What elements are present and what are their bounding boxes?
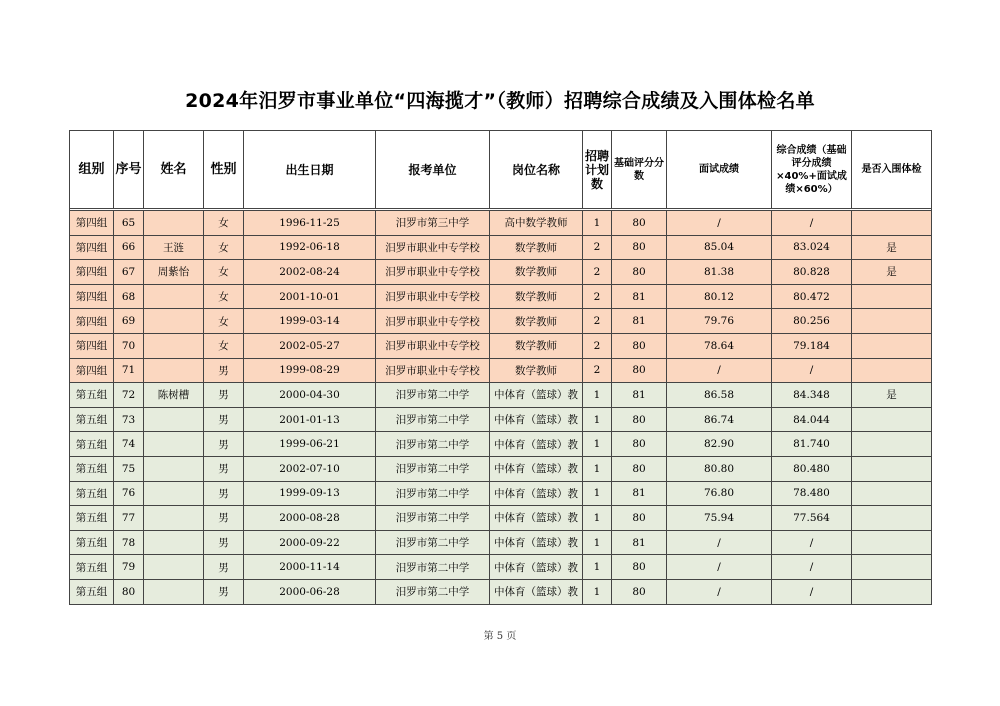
cell-gender: 女 bbox=[204, 260, 244, 285]
table-row bbox=[70, 383, 932, 408]
cell-interview-score: 79.76 bbox=[667, 309, 772, 334]
cell-name bbox=[144, 432, 204, 457]
table-header-row bbox=[70, 131, 932, 209]
cell-group: 第四组 bbox=[70, 211, 114, 236]
cell-gender: 男 bbox=[204, 481, 244, 506]
header-unit: 报考单位 bbox=[376, 131, 490, 209]
cell-group: 第四组 bbox=[70, 358, 114, 383]
cell-birth-date: 2000-06-28 bbox=[244, 579, 376, 604]
table-row bbox=[70, 555, 932, 580]
cell-interview-score: 86.58 bbox=[667, 383, 772, 408]
cell-plan-count: 1 bbox=[583, 456, 612, 481]
cell-gender: 男 bbox=[204, 383, 244, 408]
header-group: 组别 bbox=[70, 131, 114, 209]
cell-base-score: 80 bbox=[612, 579, 667, 604]
cell-group: 第四组 bbox=[70, 309, 114, 334]
cell-unit: 汨罗市第二中学 bbox=[376, 579, 490, 604]
cell-group: 第五组 bbox=[70, 579, 114, 604]
cell-number: 74 bbox=[114, 432, 144, 457]
cell-post: 中体育（篮球）教 bbox=[490, 432, 583, 457]
cell-plan-count: 1 bbox=[583, 383, 612, 408]
table-row bbox=[70, 284, 932, 309]
cell-birth-date: 2001-01-13 bbox=[244, 407, 376, 432]
table-row bbox=[70, 211, 932, 236]
cell-base-score: 80 bbox=[612, 407, 667, 432]
table-row bbox=[70, 506, 932, 531]
cell-unit: 汨罗市职业中专学校 bbox=[376, 358, 490, 383]
results-table bbox=[69, 130, 932, 605]
cell-total-score: 83.024 bbox=[772, 235, 852, 260]
cell-base-score: 80 bbox=[612, 260, 667, 285]
header-birth-date: 出生日期 bbox=[244, 131, 376, 209]
cell-interview-score: / bbox=[667, 555, 772, 580]
cell-name: 陈树槽 bbox=[144, 383, 204, 408]
cell-interview-score: 86.74 bbox=[667, 407, 772, 432]
cell-medical-check bbox=[852, 407, 932, 432]
cell-medical-check: 是 bbox=[852, 235, 932, 260]
cell-total-score: / bbox=[772, 211, 852, 236]
cell-birth-date: 2000-11-14 bbox=[244, 555, 376, 580]
cell-post: 中体育（篮球）教 bbox=[490, 530, 583, 555]
cell-group: 第五组 bbox=[70, 456, 114, 481]
cell-birth-date: 1999-03-14 bbox=[244, 309, 376, 334]
table-row bbox=[70, 260, 932, 285]
cell-medical-check bbox=[852, 481, 932, 506]
table-row bbox=[70, 579, 932, 604]
cell-total-score: 80.480 bbox=[772, 456, 852, 481]
cell-gender: 女 bbox=[204, 309, 244, 334]
cell-total-score: 79.184 bbox=[772, 333, 852, 358]
cell-number: 68 bbox=[114, 284, 144, 309]
cell-number: 71 bbox=[114, 358, 144, 383]
cell-gender: 男 bbox=[204, 358, 244, 383]
table-body bbox=[70, 211, 932, 605]
cell-medical-check bbox=[852, 333, 932, 358]
table-row bbox=[70, 333, 932, 358]
cell-unit: 汨罗市第二中学 bbox=[376, 383, 490, 408]
cell-birth-date: 1999-09-13 bbox=[244, 481, 376, 506]
cell-gender: 男 bbox=[204, 506, 244, 531]
cell-birth-date: 2000-09-22 bbox=[244, 530, 376, 555]
cell-interview-score: / bbox=[667, 358, 772, 383]
cell-total-score: 81.740 bbox=[772, 432, 852, 457]
cell-unit: 汨罗市第二中学 bbox=[376, 530, 490, 555]
cell-name: 周紫怡 bbox=[144, 260, 204, 285]
cell-interview-score: 82.90 bbox=[667, 432, 772, 457]
cell-birth-date: 2002-07-10 bbox=[244, 456, 376, 481]
table-row bbox=[70, 235, 932, 260]
cell-total-score: 80.828 bbox=[772, 260, 852, 285]
cell-post: 中体育（篮球）教 bbox=[490, 506, 583, 531]
cell-total-score: / bbox=[772, 530, 852, 555]
cell-medical-check bbox=[852, 530, 932, 555]
cell-unit: 汨罗市第二中学 bbox=[376, 432, 490, 457]
cell-gender: 男 bbox=[204, 456, 244, 481]
cell-birth-date: 2000-08-28 bbox=[244, 506, 376, 531]
cell-interview-score: 75.94 bbox=[667, 506, 772, 531]
cell-base-score: 80 bbox=[612, 235, 667, 260]
cell-plan-count: 2 bbox=[583, 284, 612, 309]
cell-number: 78 bbox=[114, 530, 144, 555]
cell-number: 80 bbox=[114, 579, 144, 604]
cell-total-score: / bbox=[772, 555, 852, 580]
cell-medical-check: 是 bbox=[852, 260, 932, 285]
cell-group: 第五组 bbox=[70, 506, 114, 531]
cell-plan-count: 2 bbox=[583, 260, 612, 285]
header-number: 序号 bbox=[114, 131, 144, 209]
cell-group: 第五组 bbox=[70, 555, 114, 580]
cell-interview-score: / bbox=[667, 211, 772, 236]
cell-unit: 汨罗市第三中学 bbox=[376, 211, 490, 236]
cell-number: 69 bbox=[114, 309, 144, 334]
cell-base-score: 80 bbox=[612, 555, 667, 580]
cell-birth-date: 2000-04-30 bbox=[244, 383, 376, 408]
cell-number: 73 bbox=[114, 407, 144, 432]
cell-post: 数学教师 bbox=[490, 309, 583, 334]
cell-name bbox=[144, 481, 204, 506]
cell-base-score: 80 bbox=[612, 432, 667, 457]
cell-unit: 汨罗市第二中学 bbox=[376, 407, 490, 432]
cell-medical-check bbox=[852, 555, 932, 580]
cell-base-score: 81 bbox=[612, 481, 667, 506]
cell-number: 70 bbox=[114, 333, 144, 358]
cell-birth-date: 2002-05-27 bbox=[244, 333, 376, 358]
cell-post: 中体育（篮球）教 bbox=[490, 481, 583, 506]
cell-total-score: 77.564 bbox=[772, 506, 852, 531]
cell-post: 中体育（篮球）教 bbox=[490, 383, 583, 408]
cell-base-score: 81 bbox=[612, 530, 667, 555]
cell-total-score: 78.480 bbox=[772, 481, 852, 506]
cell-birth-date: 2002-08-24 bbox=[244, 260, 376, 285]
cell-birth-date: 1996-11-25 bbox=[244, 211, 376, 236]
cell-medical-check bbox=[852, 432, 932, 457]
cell-base-score: 81 bbox=[612, 284, 667, 309]
header-post: 岗位名称 bbox=[490, 131, 583, 209]
cell-plan-count: 1 bbox=[583, 530, 612, 555]
cell-post: 数学教师 bbox=[490, 260, 583, 285]
cell-post: 中体育（篮球）教 bbox=[490, 407, 583, 432]
cell-medical-check bbox=[852, 309, 932, 334]
cell-group: 第四组 bbox=[70, 333, 114, 358]
table-row bbox=[70, 309, 932, 334]
table-row bbox=[70, 407, 932, 432]
cell-plan-count: 1 bbox=[583, 432, 612, 457]
cell-gender: 男 bbox=[204, 530, 244, 555]
cell-number: 72 bbox=[114, 383, 144, 408]
cell-interview-score: 80.12 bbox=[667, 284, 772, 309]
cell-group: 第五组 bbox=[70, 432, 114, 457]
cell-name bbox=[144, 358, 204, 383]
cell-name bbox=[144, 456, 204, 481]
cell-medical-check bbox=[852, 506, 932, 531]
cell-gender: 男 bbox=[204, 555, 244, 580]
cell-interview-score: / bbox=[667, 530, 772, 555]
cell-plan-count: 1 bbox=[583, 579, 612, 604]
cell-total-score: / bbox=[772, 579, 852, 604]
cell-group: 第四组 bbox=[70, 235, 114, 260]
cell-total-score: 80.256 bbox=[772, 309, 852, 334]
cell-group: 第五组 bbox=[70, 407, 114, 432]
header-total-score: 综合成绩（基础评分成绩×40%+面试成绩×60%） bbox=[772, 131, 852, 209]
cell-plan-count: 2 bbox=[583, 235, 612, 260]
cell-unit: 汨罗市第二中学 bbox=[376, 456, 490, 481]
cell-gender: 男 bbox=[204, 407, 244, 432]
cell-medical-check bbox=[852, 358, 932, 383]
cell-plan-count: 2 bbox=[583, 309, 612, 334]
cell-total-score: 80.472 bbox=[772, 284, 852, 309]
cell-post: 高中数学教师 bbox=[490, 211, 583, 236]
cell-medical-check: 是 bbox=[852, 383, 932, 408]
header-plan-count: 招聘计划数 bbox=[583, 131, 612, 209]
cell-base-score: 80 bbox=[612, 358, 667, 383]
cell-gender: 男 bbox=[204, 432, 244, 457]
cell-birth-date: 1999-08-29 bbox=[244, 358, 376, 383]
cell-name bbox=[144, 309, 204, 334]
cell-medical-check bbox=[852, 456, 932, 481]
cell-birth-date: 1992-06-18 bbox=[244, 235, 376, 260]
cell-gender: 女 bbox=[204, 235, 244, 260]
table-row bbox=[70, 530, 932, 555]
cell-plan-count: 1 bbox=[583, 481, 612, 506]
cell-total-score: 84.044 bbox=[772, 407, 852, 432]
table-row bbox=[70, 358, 932, 383]
cell-name bbox=[144, 284, 204, 309]
cell-unit: 汨罗市职业中专学校 bbox=[376, 309, 490, 334]
cell-interview-score: 76.80 bbox=[667, 481, 772, 506]
header-base-score: 基础评分分数 bbox=[612, 131, 667, 209]
cell-unit: 汨罗市职业中专学校 bbox=[376, 235, 490, 260]
cell-name bbox=[144, 211, 204, 236]
cell-base-score: 80 bbox=[612, 211, 667, 236]
cell-medical-check bbox=[852, 211, 932, 236]
cell-post: 数学教师 bbox=[490, 333, 583, 358]
cell-name bbox=[144, 530, 204, 555]
table-row bbox=[70, 481, 932, 506]
cell-interview-score: 78.64 bbox=[667, 333, 772, 358]
cell-base-score: 80 bbox=[612, 333, 667, 358]
document-title: 2024年汨罗市事业单位“四海揽才”（教师）招聘综合成绩及入围体检名单 bbox=[185, 90, 815, 112]
cell-total-score: / bbox=[772, 358, 852, 383]
cell-number: 67 bbox=[114, 260, 144, 285]
page-number: 第 5 页 bbox=[483, 631, 517, 642]
cell-gender: 男 bbox=[204, 579, 244, 604]
header-medical-check: 是否入围体检 bbox=[852, 131, 932, 209]
cell-interview-score: / bbox=[667, 579, 772, 604]
cell-gender: 女 bbox=[204, 333, 244, 358]
cell-number: 65 bbox=[114, 211, 144, 236]
cell-birth-date: 1999-06-21 bbox=[244, 432, 376, 457]
cell-group: 第四组 bbox=[70, 284, 114, 309]
cell-post: 中体育（篮球）教 bbox=[490, 579, 583, 604]
cell-unit: 汨罗市职业中专学校 bbox=[376, 284, 490, 309]
cell-plan-count: 2 bbox=[583, 333, 612, 358]
cell-name bbox=[144, 555, 204, 580]
cell-base-score: 80 bbox=[612, 506, 667, 531]
cell-number: 75 bbox=[114, 456, 144, 481]
cell-unit: 汨罗市第二中学 bbox=[376, 481, 490, 506]
header-interview-score: 面试成绩 bbox=[667, 131, 772, 209]
cell-name bbox=[144, 579, 204, 604]
cell-unit: 汨罗市第二中学 bbox=[376, 555, 490, 580]
cell-base-score: 80 bbox=[612, 456, 667, 481]
cell-number: 76 bbox=[114, 481, 144, 506]
cell-base-score: 81 bbox=[612, 383, 667, 408]
cell-post: 中体育（篮球）教 bbox=[490, 456, 583, 481]
cell-plan-count: 1 bbox=[583, 211, 612, 236]
cell-plan-count: 1 bbox=[583, 506, 612, 531]
cell-unit: 汨罗市职业中专学校 bbox=[376, 333, 490, 358]
header-name: 姓名 bbox=[144, 131, 204, 209]
cell-medical-check bbox=[852, 579, 932, 604]
cell-number: 79 bbox=[114, 555, 144, 580]
cell-post: 数学教师 bbox=[490, 235, 583, 260]
cell-post: 数学教师 bbox=[490, 284, 583, 309]
cell-post: 数学教师 bbox=[490, 358, 583, 383]
cell-base-score: 81 bbox=[612, 309, 667, 334]
cell-number: 66 bbox=[114, 235, 144, 260]
cell-unit: 汨罗市职业中专学校 bbox=[376, 260, 490, 285]
cell-post: 中体育（篮球）教 bbox=[490, 555, 583, 580]
cell-birth-date: 2001-10-01 bbox=[244, 284, 376, 309]
cell-unit: 汨罗市第二中学 bbox=[376, 506, 490, 531]
cell-number: 77 bbox=[114, 506, 144, 531]
cell-interview-score: 85.04 bbox=[667, 235, 772, 260]
cell-group: 第五组 bbox=[70, 530, 114, 555]
cell-plan-count: 1 bbox=[583, 555, 612, 580]
cell-plan-count: 2 bbox=[583, 358, 612, 383]
cell-plan-count: 1 bbox=[583, 407, 612, 432]
cell-group: 第四组 bbox=[70, 260, 114, 285]
cell-name bbox=[144, 333, 204, 358]
table-row bbox=[70, 456, 932, 481]
cell-name bbox=[144, 407, 204, 432]
cell-interview-score: 81.38 bbox=[667, 260, 772, 285]
cell-name bbox=[144, 506, 204, 531]
cell-interview-score: 80.80 bbox=[667, 456, 772, 481]
header-gender: 性别 bbox=[204, 131, 244, 209]
cell-gender: 女 bbox=[204, 211, 244, 236]
cell-gender: 女 bbox=[204, 284, 244, 309]
cell-medical-check bbox=[852, 284, 932, 309]
cell-total-score: 84.348 bbox=[772, 383, 852, 408]
table-row bbox=[70, 432, 932, 457]
cell-group: 第五组 bbox=[70, 481, 114, 506]
cell-name: 王涟 bbox=[144, 235, 204, 260]
cell-group: 第五组 bbox=[70, 383, 114, 408]
